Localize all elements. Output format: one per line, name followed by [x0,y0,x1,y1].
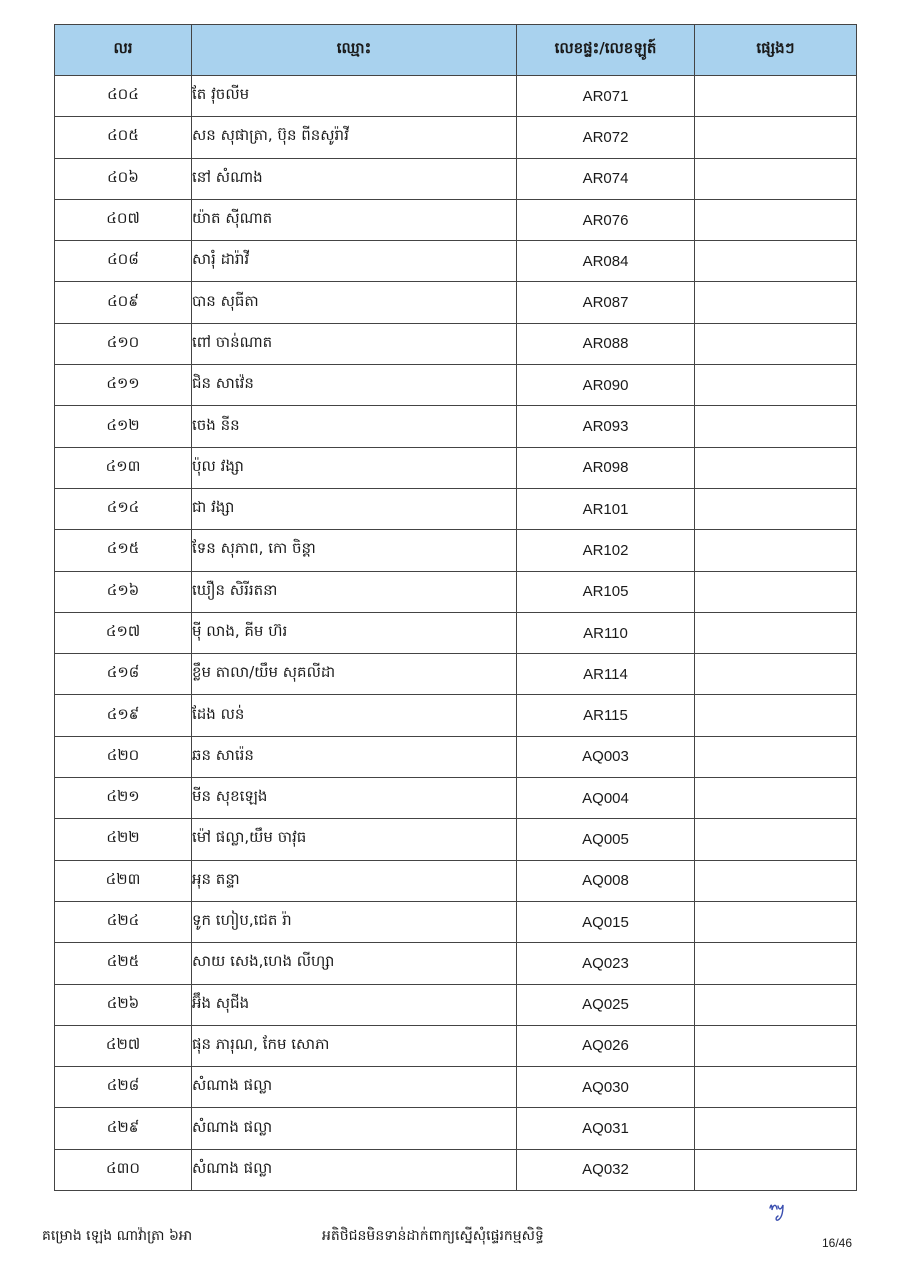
lot-code-cell: AR076 [517,199,695,240]
row-number-cell: ៤០៧ [55,199,192,240]
table-row [55,1025,857,1066]
table-row [55,1149,857,1190]
lot-code-cell: AQ026 [517,1025,695,1066]
table-row [55,901,857,942]
note-cell [695,447,857,488]
owner-name-cell: ម៉ៅ ផល្លា,យឹម ចាវុធ [192,819,517,860]
table-row [55,76,857,117]
note-cell [695,323,857,364]
owners-table [54,24,857,1191]
table-row [55,819,857,860]
owner-name-cell: សាយ សេង,ហេង លីហ្សា [192,943,517,984]
lot-code-cell: AR105 [517,571,695,612]
owner-name-cell: ម៉ី លាង, គីម ហ៊រ [192,612,517,653]
owner-name-cell: មីន សុខឡេង [192,778,517,819]
table-row [55,571,857,612]
row-number-cell: ៤២៣ [55,860,192,901]
lot-code-cell: AQ032 [517,1149,695,1190]
lot-code-cell: AQ031 [517,1108,695,1149]
owner-name-cell: បាន សុធីតា [192,282,517,323]
note-cell [695,1067,857,1108]
lot-code-cell: AR101 [517,488,695,529]
note-cell [695,1108,857,1149]
lot-code-cell: AR098 [517,447,695,488]
owner-name-cell: ជិន សាវ៉េន [192,365,517,406]
owner-name-cell: តែ វុចលីម [192,76,517,117]
lot-code-cell: AR115 [517,695,695,736]
row-number-cell: ៤០៦ [55,158,192,199]
table-row [55,282,857,323]
owner-name-cell: ផុន ភារុណ, កែម សោភា [192,1025,517,1066]
row-number-cell: ៤១៤ [55,488,192,529]
lot-code-cell: AR087 [517,282,695,323]
note-cell [695,158,857,199]
table-row [55,323,857,364]
owner-name-cell: ឃឿន សិរីរតនា [192,571,517,612]
note-cell [695,199,857,240]
lot-code-cell: AR088 [517,323,695,364]
header-house-lot-number: លេខផ្ទះ/លេខឡូត៍ [517,25,695,76]
note-cell [695,76,857,117]
lot-code-cell: AR102 [517,530,695,571]
owner-name-cell: សំណាង ផល្លា [192,1149,517,1190]
note-cell [695,282,857,323]
row-number-cell: ៤១២ [55,406,192,447]
note-cell [695,241,857,282]
table-row [55,199,857,240]
note-cell [695,984,857,1025]
note-cell [695,901,857,942]
owner-name-cell: នៅ សំណាង [192,158,517,199]
lot-code-cell: AQ015 [517,901,695,942]
row-number-cell: ៤១០ [55,323,192,364]
page-number: 16/46 [822,1236,853,1250]
row-number-cell: ៤១៣ [55,447,192,488]
row-number-cell: ៤២៨ [55,1067,192,1108]
row-number-cell: ៤៣០ [55,1149,192,1190]
owner-name-cell: ជា វង្សា [192,488,517,529]
table-row [55,695,857,736]
owner-name-cell: ពៅ ចាន់ណាត [192,323,517,364]
lot-code-cell: AR090 [517,365,695,406]
note-cell [695,695,857,736]
table-row [55,447,857,488]
owner-name-cell: សន សុផាត្រា, ប៊ុន ពីនសូរ៉ាវី [192,117,517,158]
owner-name-cell: អុន តន្ទា [192,860,517,901]
row-number-cell: ៤១៥ [55,530,192,571]
table-row [55,984,857,1025]
row-number-cell: ៤២៦ [55,984,192,1025]
note-cell [695,819,857,860]
owner-name-cell: សំណាង ផល្លា [192,1067,517,1108]
owner-name-cell: សារុំ ដារ៉ាវី [192,241,517,282]
table-row [55,612,857,653]
table-row [55,530,857,571]
lot-code-cell: AQ005 [517,819,695,860]
note-cell [695,365,857,406]
owner-name-cell: អ៊ឹង សុជីង [192,984,517,1025]
owner-name-cell: ទូក ហៀប,ជេត រ៉ា [192,901,517,942]
document-sheet [54,24,856,1191]
table-row [55,943,857,984]
owner-name-cell: ប៉ុល វង្សា [192,447,517,488]
header-other: ផ្សេងៗ [695,25,857,76]
row-number-cell: ៤២២ [55,819,192,860]
owner-name-cell: យ៉ាត ស៊ីណាត [192,199,517,240]
note-cell [695,612,857,653]
note-cell [695,571,857,612]
row-number-cell: ៤២៩ [55,1108,192,1149]
row-number-cell: ៤២០ [55,736,192,777]
row-number-cell: ៤០៨ [55,241,192,282]
lot-code-cell: AR074 [517,158,695,199]
note-cell [695,530,857,571]
footer-project: គម្រោង ឡេង ណាវ៉ាត្រា ៦អា [42,1228,193,1244]
table-row [55,778,857,819]
table-header-row [55,25,857,76]
row-number-cell: ៤១៨ [55,654,192,695]
row-number-cell: ៤១៧ [55,612,192,653]
row-number-cell: ៤០៤ [55,76,192,117]
lot-code-cell: AR071 [517,76,695,117]
note-cell [695,1149,857,1190]
owner-name-cell: សំណាង ផល្លា [192,1108,517,1149]
owner-name-cell: ដែង លន់ [192,695,517,736]
note-cell [695,943,857,984]
lot-code-cell: AQ008 [517,860,695,901]
lot-code-cell: AQ003 [517,736,695,777]
note-cell [695,406,857,447]
lot-code-cell: AR084 [517,241,695,282]
owner-name-cell: ឆន សារ៉េន [192,736,517,777]
table-row [55,241,857,282]
table-row [55,1108,857,1149]
table-row [55,365,857,406]
table-row [55,158,857,199]
lot-code-cell: AQ025 [517,984,695,1025]
table-body [55,76,857,1191]
handwritten-initials-icon [768,1198,790,1222]
note-cell [695,736,857,777]
table-row [55,117,857,158]
owner-name-cell: ទែន សុភាព, កោ ចិន្តា [192,530,517,571]
footer-title: អតិថិជនមិនទាន់ដាក់ពាក្យស្នើសុំផ្ទេរកម្មសិទ្ធិ [322,1228,544,1244]
owner-name-cell: ខ្លឹម តាលា/យឹម សុគលីដា [192,654,517,695]
table-row [55,654,857,695]
table-row [55,736,857,777]
note-cell [695,488,857,529]
note-cell [695,778,857,819]
note-cell [695,1025,857,1066]
row-number-cell: ៤០៩ [55,282,192,323]
table-row [55,406,857,447]
note-cell [695,654,857,695]
row-number-cell: ៤២៧ [55,1025,192,1066]
row-number-cell: ៤០៥ [55,117,192,158]
table-row [55,488,857,529]
owner-name-cell: ចេង នីន [192,406,517,447]
lot-code-cell: AQ030 [517,1067,695,1108]
row-number-cell: ៤២៤ [55,901,192,942]
lot-code-cell: AQ023 [517,943,695,984]
row-number-cell: ៤២៥ [55,943,192,984]
lot-code-cell: AR093 [517,406,695,447]
row-number-cell: ៤២១ [55,778,192,819]
lot-code-cell: AR114 [517,654,695,695]
table-row [55,860,857,901]
lot-code-cell: AR072 [517,117,695,158]
note-cell [695,860,857,901]
header-name: ឈ្មោះ [192,25,517,76]
note-cell [695,117,857,158]
header-number: លរ [55,25,192,76]
lot-code-cell: AQ004 [517,778,695,819]
lot-code-cell: AR110 [517,612,695,653]
row-number-cell: ៤១១ [55,365,192,406]
row-number-cell: ៤១៩ [55,695,192,736]
table-row [55,1067,857,1108]
row-number-cell: ៤១៦ [55,571,192,612]
